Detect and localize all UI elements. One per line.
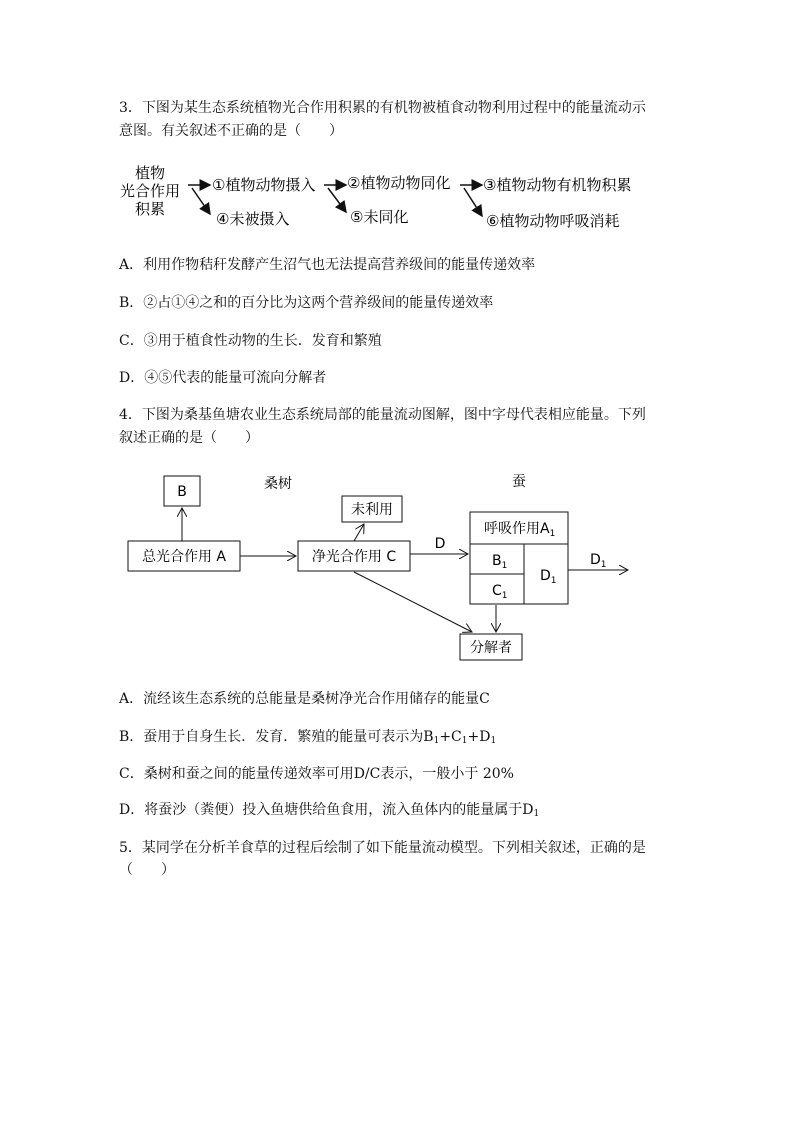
- q3-source-line3: 积累: [134, 200, 166, 218]
- q4-arrow-c-to-unused: [354, 524, 364, 541]
- q3-stem-line2: 意图。有关叙述不正确的是（ ）: [119, 123, 343, 139]
- q4-arrow-d-label: D: [434, 536, 446, 552]
- q3-node-1: ①植物动物摄入: [212, 176, 316, 194]
- q3-node-2: ②植物动物同化: [347, 174, 451, 192]
- q4-box-b1: $B_1$: [492, 553, 508, 571]
- q4-box-a1: 呼吸作用$A_1$: [484, 521, 556, 539]
- q5-stem-line2: （ ）: [119, 862, 175, 878]
- q4-label-mulberry: 桑树: [264, 476, 292, 492]
- q4-arrow-d1-label: $D_1$: [590, 552, 607, 570]
- q5-stem-line1: 5．某同学在分析羊食草的过程后绘制了如下能量流动模型。下列相关叙述，正确的是: [119, 840, 646, 856]
- q3-option-b[interactable]: B．②占①④之和的百分比为这两个营养级间的能量传递效率: [119, 295, 494, 311]
- q3-arrow-to-5: [328, 188, 346, 212]
- q4-diagram: [120, 466, 640, 666]
- q4-label-silkworm: 蚕: [512, 474, 526, 490]
- q4-box-c1: $C_1$: [492, 583, 508, 601]
- q4-box-a-text: 总光合作用 A: [141, 549, 227, 565]
- q3-source-line1: 植物: [134, 164, 166, 182]
- q4-box-d1: $D_1$: [540, 568, 557, 586]
- q3-option-c[interactable]: C．③用于植食性动物的生长．发育和繁殖: [119, 333, 382, 349]
- q4-box-unused-text: 未利用: [351, 502, 393, 518]
- q3-node-3: ③植物动物有机物积累: [483, 176, 632, 194]
- q4-stem-line1: 4．下图为桑基鱼塘农业生态系统局部的能量流动图解，图中字母代表相应能量。下列: [119, 407, 646, 423]
- q4-box-decomposer-text: 分解者: [470, 640, 512, 656]
- q4-option-d[interactable]: D．将蚕沙（粪便）投入鱼塘供给鱼食用，流入鱼体内的能量属于$D_1$: [119, 802, 540, 819]
- q3-node-4: ④未被摄入: [216, 210, 290, 228]
- q4-stem-line2: 叙述正确的是（ ）: [119, 430, 259, 446]
- q3-stem-line1: 3．下图为某生态系统植物光合作用积累的有机物被植食动物利用过程中的能量流动示: [119, 100, 646, 116]
- q3-option-d[interactable]: D．④⑤代表的能量可流向分解者: [119, 370, 327, 386]
- q3-source-line2: 光合作用: [119, 182, 181, 200]
- q3-node-6: ⑥植物动物呼吸消耗: [486, 212, 620, 230]
- q3-arrow-to-6: [464, 188, 482, 216]
- q3-option-a[interactable]: A．利用作物秸秆发酵产生沼气也无法提高营养级间的能量传递效率: [119, 257, 536, 273]
- q4-box-b-text: B: [177, 484, 187, 500]
- q3-node-5: ⑤未同化: [350, 208, 409, 226]
- q4-option-c[interactable]: C．桑树和蚕之间的能量传递效率可用D/C表示，一般小于 20%: [119, 766, 514, 782]
- q4-option-a[interactable]: A．流经该生态系统的总能量是桑树净光合作用储存的能量C: [119, 691, 490, 707]
- q3-diagram: [110, 160, 670, 238]
- q4-option-b[interactable]: B．蚕用于自身生长．发育．繁殖的能量可表示为$B_1+C_1+D_1$: [119, 729, 497, 746]
- q3-arrow-to-4: [192, 188, 210, 214]
- q4-box-c-text: 净光合作用 C: [311, 549, 397, 565]
- q4-arrow-c-to-decomposer: [354, 572, 472, 632]
